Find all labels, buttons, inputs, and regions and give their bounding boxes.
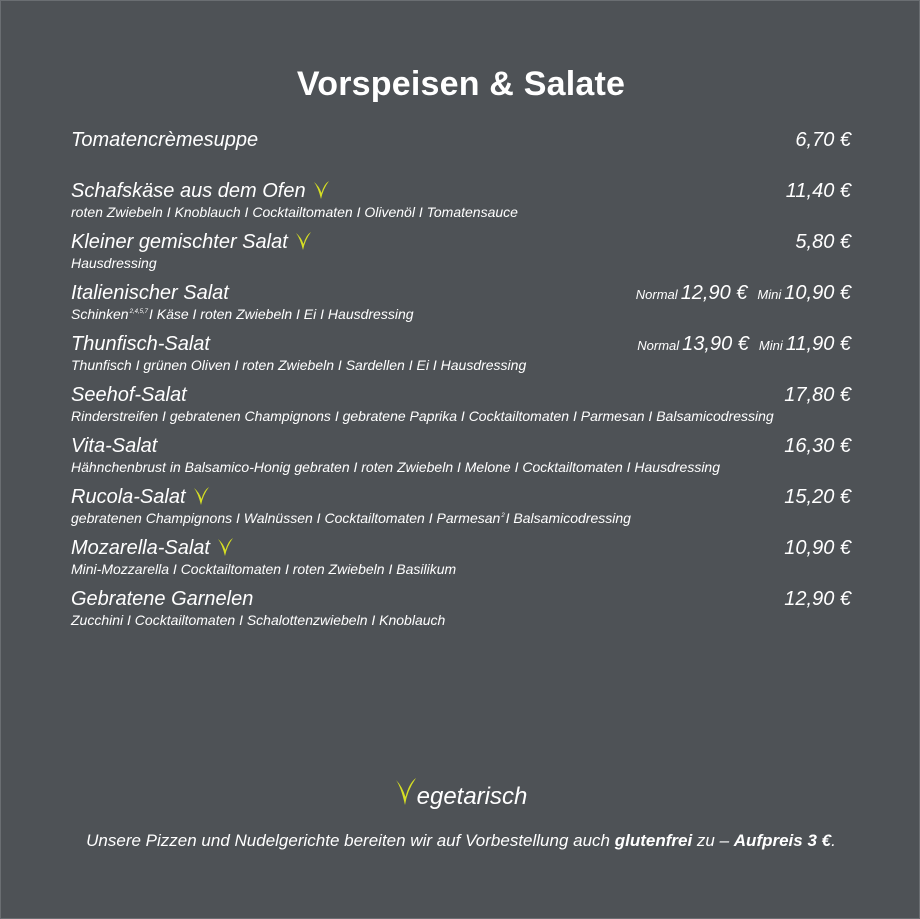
item-name: Vita-Salat: [71, 435, 158, 457]
menu-list: [71, 129, 851, 639]
size-label-normal: Normal: [637, 338, 680, 353]
item-description: Mini-Mozzarella I Cocktailtomaten I roten Zwiebeln I Basilikum: [71, 561, 457, 577]
item-description-text: Schinken: [71, 306, 129, 322]
size-label-mini: Mini: [758, 338, 783, 353]
vegetarian-leaf-icon: [294, 230, 314, 252]
item-price-mini: 11,90 €: [785, 333, 851, 355]
item-price-mini: 10,90 €: [784, 282, 851, 304]
item-name: Thunfisch-Salat: [71, 333, 210, 355]
footnote-text: .: [831, 831, 836, 850]
footnote-text: zu –: [692, 831, 734, 850]
item-price: 11,40 €: [785, 180, 851, 202]
menu-item: [71, 180, 851, 231]
item-price-normal: 12,90 €: [680, 282, 748, 304]
item-description-text: gebratenen Champignons I Walnüssen I Cocktailtomaten I Parmesan: [71, 510, 501, 526]
item-name: Italienischer Salat: [71, 282, 229, 304]
menu-item: [71, 231, 851, 282]
menu-item: [71, 333, 851, 384]
menu-item: [71, 129, 851, 180]
item-description: roten Zwiebeln I Knoblauch I Cocktailtomaten I Olivenöl I Tomatensauce: [71, 204, 518, 220]
vegetarian-leaf-icon: [395, 777, 417, 807]
item-price: 15,20 €: [784, 486, 851, 508]
menu-item: [71, 588, 851, 639]
item-name: Gebratene Garnelen: [71, 588, 254, 610]
footnote-glutenfree: glutenfrei: [614, 831, 693, 850]
item-description-text: I Balsamicodressing: [505, 510, 631, 526]
item-price: 6,70 €: [795, 129, 851, 151]
item-name: Mozarella-Salat: [71, 537, 210, 559]
item-description: Hausdressing: [71, 255, 157, 271]
item-price: 12,90 €: [784, 588, 851, 610]
item-price: 16,30 €: [784, 435, 851, 457]
item-name: Schafskäse aus dem Ofen: [71, 180, 306, 202]
page-title: Vorspeisen & Salate: [296, 65, 626, 103]
vegetarian-leaf-icon: [312, 179, 332, 201]
item-price: 10,90 €: [784, 537, 851, 559]
vegetarian-legend: [1, 777, 920, 811]
item-description-text: I Käse I roten Zwiebeln I Ei I Hausdressing: [148, 306, 414, 322]
item-name: Tomatencrèmesuppe: [71, 129, 259, 151]
glutenfree-note: [1, 831, 920, 851]
item-name: Rucola-Salat: [71, 486, 186, 508]
item-description: Hähnchenbrust in Balsamico-Honig gebraten I roten Zwiebeln I Melone I Cocktailtomaten I Hausdressing: [71, 459, 721, 475]
menu-item: [71, 435, 851, 486]
item-name: Seehof-Salat: [71, 384, 187, 406]
item-description: Rinderstreifen I gebratenen Champignons I gebratene Paprika I Cocktailtomaten I Parmesan I Balsamicodressing: [71, 408, 774, 424]
item-price-normal: 13,90 €: [682, 333, 749, 355]
vegetarian-leaf-icon: [216, 536, 236, 558]
item-description: [71, 510, 851, 526]
allergen-note: 2: [501, 513, 505, 520]
size-label-normal: Normal: [635, 287, 678, 302]
size-label-mini: Mini: [757, 287, 782, 302]
vegetarian-leaf-icon: [192, 485, 212, 507]
item-name: Kleiner gemischter Salat: [71, 231, 288, 253]
legend-text: egetarisch: [416, 783, 528, 810]
item-description: Thunfisch I grünen Oliven I roten Zwiebeln I Sardellen I Ei I Hausdressing: [71, 357, 527, 373]
footnote-text: Unsere Pizzen und Nudelgerichte bereiten wir auf Vorbestellung auch: [86, 831, 615, 850]
menu-item: [71, 384, 851, 435]
menu-item: [71, 537, 851, 588]
menu-item: [71, 282, 851, 333]
menu-item: [71, 486, 851, 537]
item-description: [71, 306, 851, 322]
item-price: 17,80 €: [784, 384, 851, 406]
footnote-surcharge: Aufpreis 3 €: [733, 831, 832, 850]
item-price: 5,80 €: [795, 231, 851, 253]
allergen-note: 2,4,5,7: [129, 309, 148, 316]
item-description: Zucchini I Cocktailtomaten I Schalottenzwiebeln I Knoblauch: [71, 612, 446, 628]
